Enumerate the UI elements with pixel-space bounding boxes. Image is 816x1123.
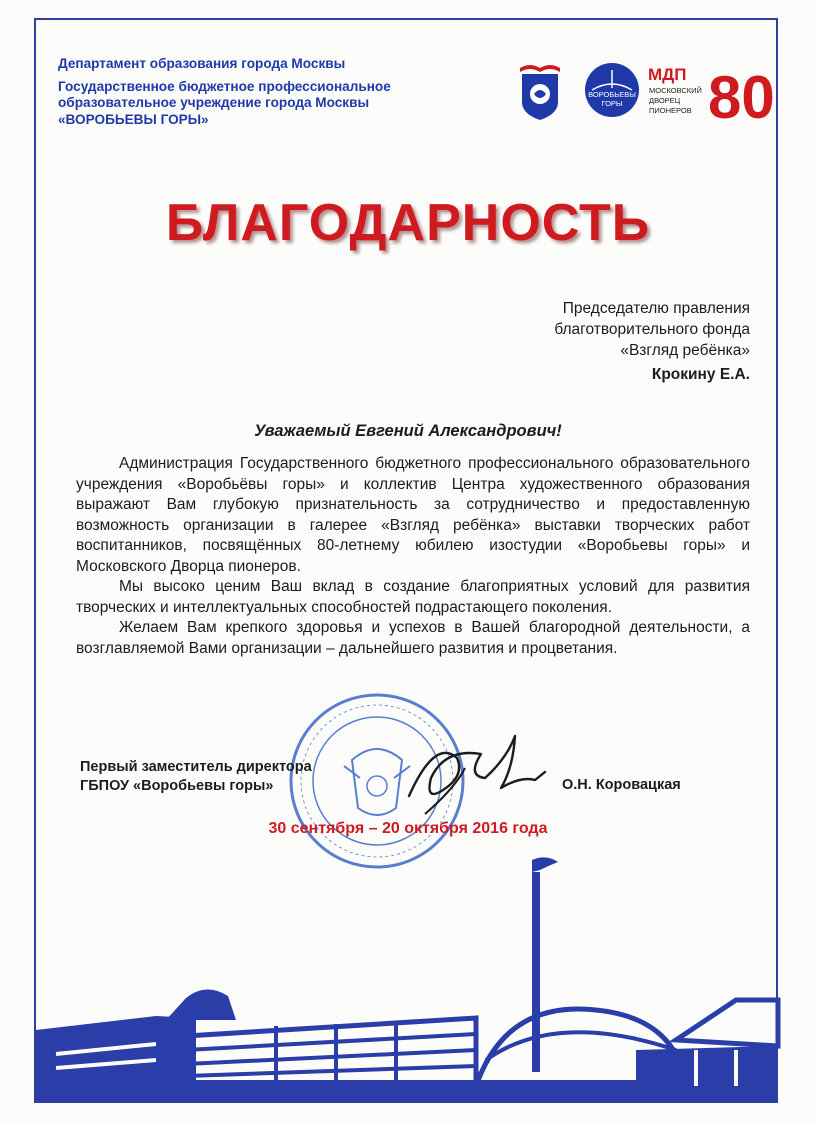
paragraph: Администрация Государственного бюджетного профессионального образовательного учреждения «Воробьёвы горы» и коллектив Центра художественного образования выражают Вам глубокую признательность за сотрудничество и предоставленную возможность организации в галерее «Взгляд ребёнка» выставки творческих работ воспитанников, посвящённых 80-летнему юбилею изостудии «Воробьевы горы» и Московского Дворца пионеров.	[76, 455, 750, 575]
signer-position-line: Первый заместитель директора	[80, 759, 312, 775]
anniversary-number: 80	[708, 64, 775, 131]
logos	[508, 56, 775, 131]
addressee-name: Крокину Е.А.	[651, 366, 750, 383]
vg-logo-line: ВОРОБЬЕВЫ	[588, 90, 636, 99]
paragraph: Желаем Вам крепкого здоровья и успехов в Вашей благородной деятельности, а возглавляемой Вами организации – дальнейшего развития и процветания.	[76, 619, 750, 657]
header	[58, 56, 478, 128]
addressee-line: благотворительного фонда	[554, 321, 750, 338]
paragraph: Мы высоко ценим Ваш вклад в создание благоприятных условий для развития творческих и интеллектуальных способностей подрастающего поколения.	[76, 578, 750, 616]
department-name: Департамент образования города Москвы	[58, 56, 346, 71]
mdp-letters: МДП	[648, 65, 687, 84]
greeting: Уважаемый Евгений Александрович!	[254, 422, 562, 440]
event-dates: 30 сентября – 20 октября 2016 года	[268, 820, 548, 837]
addressee	[554, 298, 750, 385]
vg-logo-line: ГОРЫ	[601, 99, 623, 108]
palace-skyline-illustration	[36, 850, 778, 1102]
mdp-logo-line: ПИОНЕРОВ	[649, 106, 692, 115]
institution-line: Государственное бюджетное профессиональное	[58, 78, 391, 94]
institution-line: «ВОРОБЬЕВЫ ГОРЫ»	[58, 111, 209, 127]
mdp-logo	[648, 64, 775, 131]
vorobyovy-gory-logo	[585, 63, 639, 117]
document-title: БЛАГОДАРНОСТЬ	[165, 194, 651, 252]
addressee-line: «Взгляд ребёнка»	[620, 342, 750, 359]
letter-body	[76, 454, 750, 659]
addressee-line: Председателю правления	[562, 300, 750, 317]
signer-name: О.Н. Коровацкая	[562, 777, 681, 793]
signer-position-line: ГБПОУ «Воробьевы горы»	[80, 778, 274, 794]
education-logo	[520, 65, 560, 120]
handwritten-signature	[395, 718, 575, 828]
mdp-logo-line: МОСКОВСКИЙ	[649, 86, 702, 95]
institution-line: образовательное учреждение города Москвы	[58, 95, 370, 110]
mdp-logo-line: ДВОРЕЦ	[649, 96, 681, 105]
signer-position	[80, 758, 312, 796]
